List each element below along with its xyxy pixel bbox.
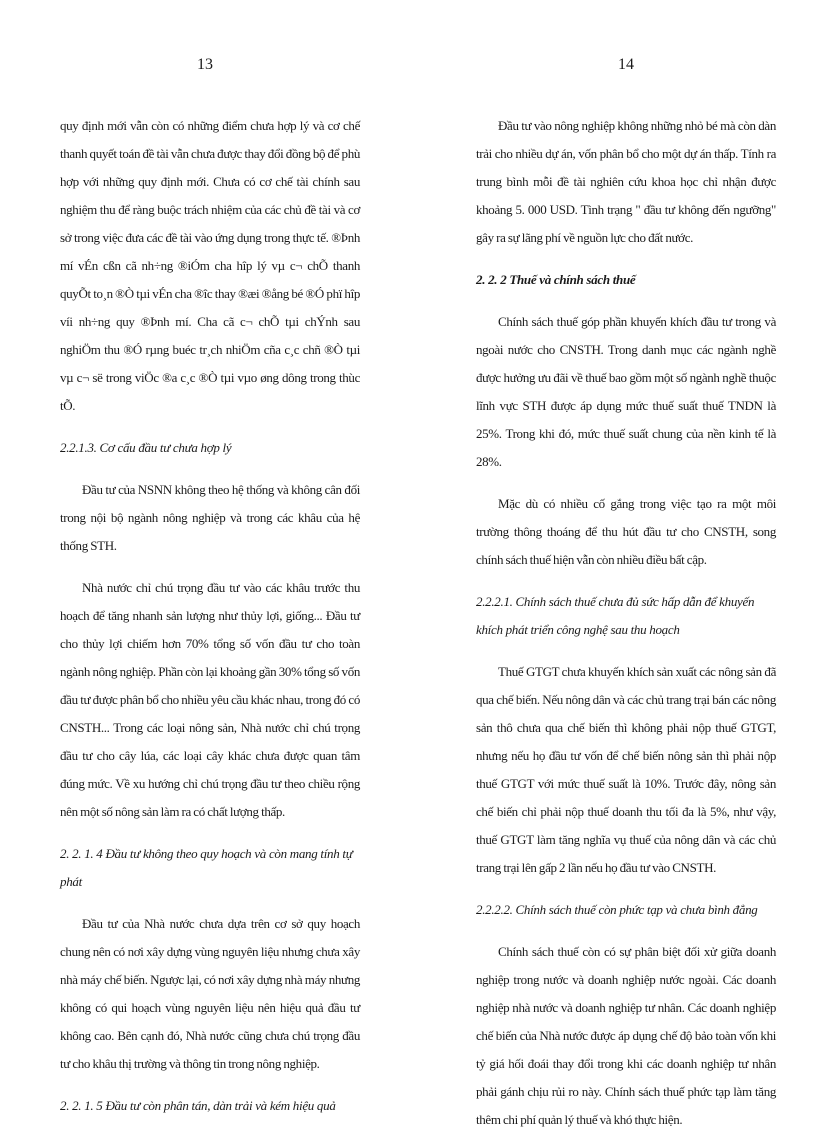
paragraph: Thuế GTGT chưa khuyến khích sản xuất các nông sản đã qua chế biến. Nếu nông dân và các chủ trang trại bán các nông sản thô chưa qua chế biến thì không phải nộp thuế GTGT, nhưng nếu họ đầu tư vốn để chế biến nông sản thì phải nộp thuế GTGT với mức thuế suất là 10%. Trước đây, nông sản chế biến chỉ phải nộp thuế doanh thu tối đa là 5%, như vậy, thuế GTGT làm tăng nghĩa vụ thuế của nông dân và các chủ trang trại lên gấp 2 lần nếu họ đầu tư vào CNSTH. — [476, 664, 776, 875]
subsection-heading: 2.2.2.2. Chính sách thuế còn phức tạp và chưa bình đẳng — [476, 902, 758, 917]
paragraph: Chính sách thuế còn có sự phân biệt đối xử giữa doanh nghiệp trong nước và doanh nghiệp nước ngoài. Các doanh nghiệp nhà nước và doanh nghiệp tư nhân. Các doanh nghiệp chế biến của Nhà nước được áp dụng chế độ bảo toàn vốn khi tỷ giá hối đoái thay đổi trong khi các doanh nghiệp tư nhân phải gánh chịu rủi ro này. Chính sách thuế phức tạp làm tăng thêm chi phí quản lý thuế và khó thực hiện. — [476, 944, 776, 1127]
subsection-heading: 2.2.2.1. Chính sách thuế chưa đủ sức hấp dẫn để khuyến khích phát triển công nghệ sau thu hoạch — [476, 594, 755, 637]
paragraph: Đầu tư của NSNN không theo hệ thống và không cân đối trong nội bộ ngành nông nghiệp và trong các khâu của hệ thống STH. — [60, 482, 360, 553]
paragraph: Đầu tư vào nông nghiệp không những nhỏ bé mà còn dàn trải cho nhiều dự án, vốn phân bổ cho một dự án thấp. Tính ra trung bình mỗi đề tài nghiên cứu khoa học chỉ nhận được khoảng 5. 000 USD. Tình trạng " đầu tư không đến ngưỡng" gây ra sự lãng phí về nguồn lực cho đất nước. — [476, 118, 776, 245]
page-content — [60, 112, 360, 1134]
paragraph: Nhà nước chỉ chú trọng đầu tư vào các khâu trước thu hoạch để tăng nhanh sản lượng như thủy lợi, giống... Đầu tư cho thủy lợi chiếm hơn 70% tổng số vốn đầu tư cho toàn ngành nông nghiệp. Phần còn lại khoảng gần 30% tổng số vốn đầu tư được phân bổ cho nhiều yêu cầu khác nhau, trong đó có CNSTH... Trong các loại nông sản, Nhà nước chỉ chú trọng đầu tư cho cây lúa, các loại cây khác chưa được quan tâm đúng mức. Về xu hướng chỉ chú trọng đầu tư theo chiều rộng nên một số nông sản làm ra có chất lượng thấp. — [60, 580, 360, 819]
page-number: 13 — [197, 56, 213, 73]
page-content — [476, 112, 776, 1148]
page-number: 14 — [618, 56, 634, 73]
section-heading: 2. 2. 2 Thuế và chính sách thuế — [476, 272, 636, 287]
section-heading: 2. 2. 1. 4 Đầu tư không theo quy hoạch và còn mang tính tự phát — [60, 846, 353, 889]
paragraph: Đầu tư của Nhà nước chưa dựa trên cơ sở quy hoạch chung nên có nơi xây dựng vùng nguyên liệu nhưng chưa xây nhà máy chế biến. Ngược lại, có nơi xây dựng nhà máy nhưng không có qui hoạch vùng nguyên liệu nên hiệu quả đầu tư không cao. Bên cạnh đó, Nhà nước cũng chưa chú trọng đầu tư cho khâu thị trường và thông tin trong nông nghiệp. — [60, 916, 360, 1071]
paragraph: Chính sách thuế góp phần khuyến khích đầu tư trong và ngoài nước cho CNSTH. Trong danh mục các ngành nghề được hưởng ưu đãi về thuế bao gồm một số ngành nghề thuộc lĩnh vực STH được áp dụng mức thuế suất thuế TNDN là 25%. Trong khi đó, mức thuế suất chung của nền kinh tế là 28%. — [476, 314, 776, 469]
paragraph: quy định mới vẫn còn có những điểm chưa hợp lý và cơ chế thanh quyết toán đề tài vẫn chưa được thay đổi đồng bộ để phù hợp với những quy định mới. Chưa có cơ chế tài chính sau nghiệm thu để ràng buộc trách nhiệm của các chủ đề tài và cơ sở trong việc đưa các đề tài vào ứng dụng trong thực tế. ®Þnh mí vÉn cßn cã nh÷ng ®iÓm cha hîp lý vµ c¬ chÕ thanh quyÕt to¸n ®Ò tµi vÉn cha ®îc thay ®æi ®ång bé ®Ó phï hîp víi nh÷ng quy ®Þnh mí. Cha cã c¬ chÕ tµi chÝnh sau nghiÖm thu ®Ó rµng buéc tr¸ch nhiÖm cña c¸c chñ ®Ò tµi vµ c¬ së trong viÖc ®a c¸c ®Ò tµi vµo øng dông trong thùc tÕ. — [60, 118, 360, 413]
section-heading: 2.2.1.3. Cơ cấu đầu tư chưa hợp lý — [60, 440, 232, 455]
paragraph: Mặc dù có nhiều cố gắng trong việc tạo ra một môi trường thông thoáng để thu hút đầu tư cho CNSTH, song chính sách thuế hiện vẫn còn nhiều điều bất cập. — [476, 496, 776, 567]
section-heading: 2. 2. 1. 5 Đầu tư còn phân tán, dàn trải và kém hiệu quả — [60, 1098, 336, 1113]
